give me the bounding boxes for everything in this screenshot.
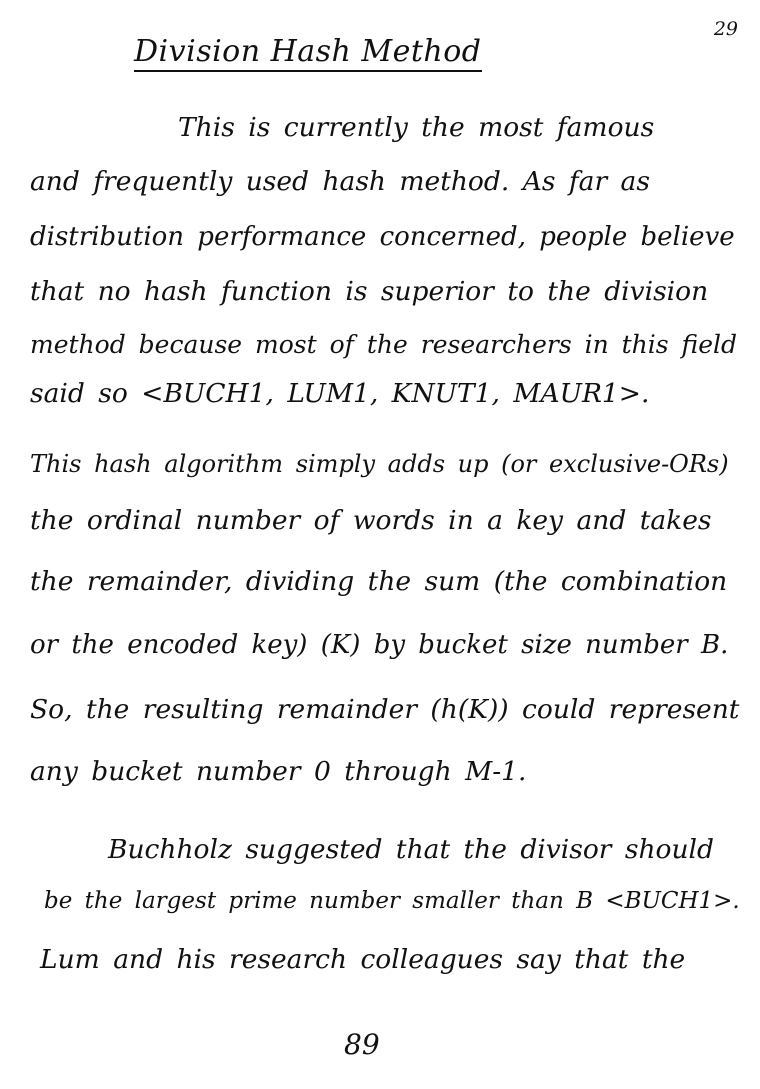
corner-page-number: 29 (713, 18, 738, 40)
text-line: Lum and his research colleagues say that the (40, 944, 686, 975)
page-title: Division Hash Method (134, 34, 482, 72)
text-line: method because most of the researchers in this field (30, 330, 738, 359)
text-line: This is currently the most famous (178, 112, 655, 143)
text-line: distribution performance concerned, people believe (30, 222, 735, 252)
text-line: the ordinal number of words in a key and takes (30, 505, 712, 536)
text-line: said so <BUCH1, LUM1, KNUT1, MAUR1>. (30, 378, 650, 409)
text-line: any bucket number 0 through M-1. (30, 756, 527, 787)
text-line: the remainder, dividing the sum (the combination (30, 566, 728, 597)
text-line: and frequently used hash method. As far as (30, 166, 650, 197)
page-number: 89 (344, 1028, 380, 1061)
text-line: or the encoded key) (K) by bucket size number B. (30, 630, 729, 660)
text-line: So, the resulting remainder (h(K)) could represent (30, 694, 740, 725)
text-line: be the largest prime number smaller than B <BUCH1>. (44, 888, 740, 914)
text-line: that no hash function is superior to the division (30, 276, 709, 307)
text-line: This hash algorithm simply adds up (or exclusive-ORs) (30, 450, 729, 478)
text-line: Buchholz suggested that the divisor should (108, 834, 714, 865)
